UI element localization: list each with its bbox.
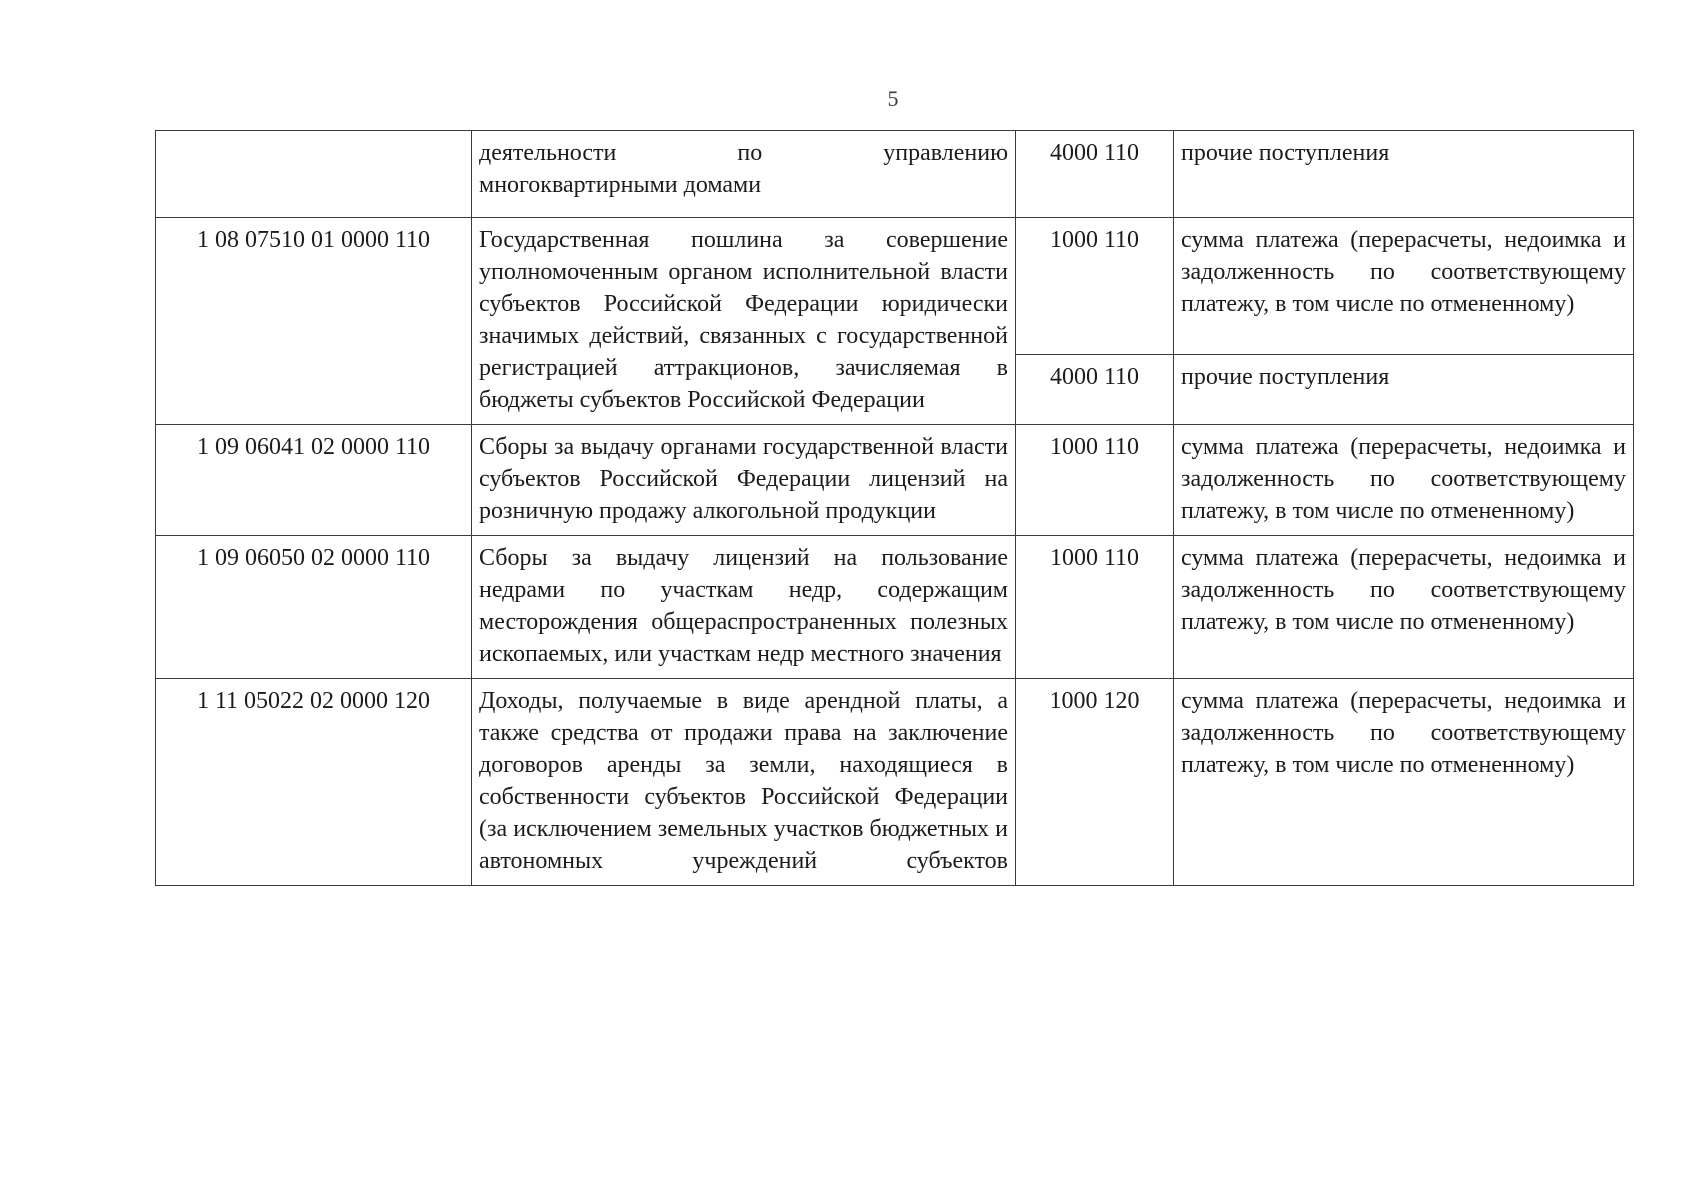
income-name-cell: Сборы за выдачу лицензий на пользование недрами по участкам недр, содержащим месторождения общераспространенных полезных ископаемых, или участкам недр местного значения: [472, 536, 1016, 679]
subtype-desc-cell: прочие поступления: [1174, 131, 1634, 218]
budget-code-cell: 1 09 06041 02 0000 110: [156, 425, 472, 536]
budget-code-cell: 1 08 07510 01 0000 110: [156, 218, 472, 425]
table-row: [156, 218, 1634, 355]
income-name-cell: Государственная пошлина за совершение уполномоченным органом исполнительной власти субъектов Российской Федерации юридически значимых действий, связанных с государственной регистрацией аттракционов, зачисляемая в бюджеты субъектов Российской Федерации: [472, 218, 1016, 425]
subtype-desc-cell: сумма платежа (перерасчеты, недоимка и задолженность по соответствующему платежу, в том числе по отмененному): [1174, 425, 1634, 536]
income-name-cell: Сборы за выдачу органами государственной власти субъектов Российской Федерации лицензий на розничную продажу алкогольной продукции: [472, 425, 1016, 536]
subtype-desc-cell: сумма платежа (перерасчеты, недоимка и задолженность по соответствующему платежу, в том числе по отмененному): [1174, 536, 1634, 679]
page-number: 5: [887, 86, 899, 111]
table-row: [156, 536, 1634, 679]
budget-code-cell: [156, 131, 472, 218]
subtype-code-cell: 4000 110: [1016, 131, 1174, 218]
subtype-desc-cell: прочие поступления: [1174, 355, 1634, 425]
budget-code-cell: 1 09 06050 02 0000 110: [156, 536, 472, 679]
income-name-cell: [472, 679, 1016, 886]
table-row: [156, 131, 1634, 218]
subtype-desc-cell: сумма платежа (перерасчеты, недоимка и задолженность по соответствующему платежу, в том числе по отмененному): [1174, 679, 1634, 886]
income-name-cell: [472, 131, 1016, 218]
income-name-line: многоквартирными домами: [479, 172, 762, 198]
subtype-code-cell: 4000 110: [1016, 355, 1174, 425]
subtype-code-cell: 1000 110: [1016, 536, 1174, 679]
subtype-code-cell: 1000 110: [1016, 425, 1174, 536]
revenue-codes-table: [155, 130, 1634, 886]
subtype-desc-cell: сумма платежа (перерасчеты, недоимка и задолженность по соответствующему платежу, в том числе по отмененному): [1174, 218, 1634, 355]
income-name-text: Доходы, получаемые в виде арендной платы, а также средства от продажи права на заключение договоров аренды за земли, находящиеся в собственности субъектов Российской Федерации (за исключением земельных участков бюджетных и: [479, 688, 1008, 842]
table-row: [156, 425, 1634, 536]
table-row: [156, 679, 1634, 886]
subtype-code-cell: 1000 120: [1016, 679, 1174, 886]
income-name-line: деятельности по управлению: [479, 140, 1008, 166]
subtype-code-cell: 1000 110: [1016, 218, 1174, 355]
income-name-line: автономных учреждений субъектов: [479, 848, 1008, 874]
budget-code-cell: 1 11 05022 02 0000 120: [156, 679, 472, 886]
